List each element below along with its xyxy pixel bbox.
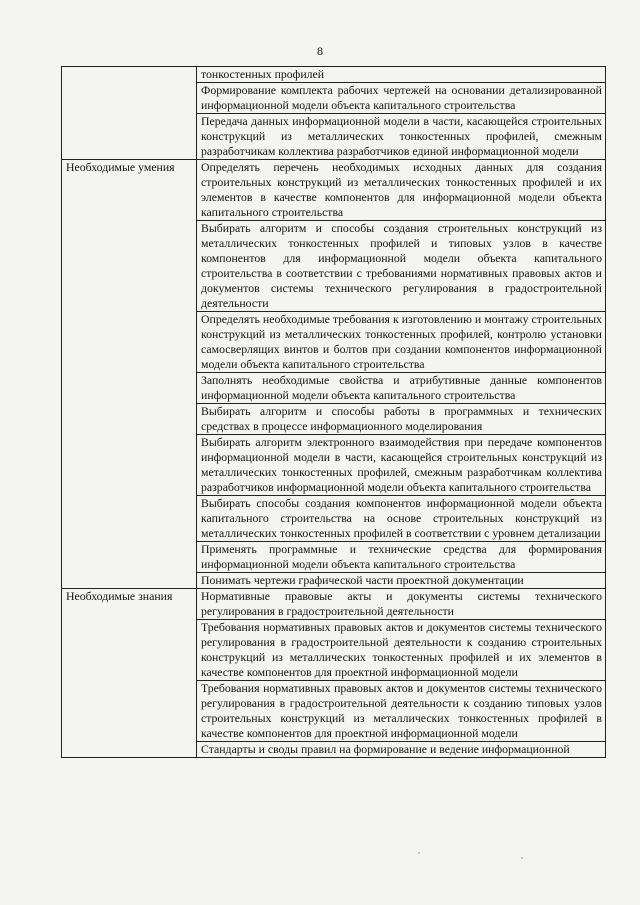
row-text: Выбирать алгоритм электронного взаимодействия при передаче компонентов информационной модели в части, касающейся строительных конструкций из металлических тонкостенных профилей, смежным разработчикам коллектива разработчиков информационной модели объекта капитального строительства [197, 435, 606, 496]
row-text: Определять необходимые требования к изготовлению и монтажу строительных конструкций из металлических тонкостенных профилей, контролю установки самосверлящих винтов и болтов при создании компонентов информационной модели объекта капитального строительства [197, 312, 606, 373]
row-text: Применять программные и технические средства для формирования информационной модели объекта капитального строительства [197, 542, 606, 573]
row-text: Формирование комплекта рабочих чертежей на основании детализированной информационной модели объекта капитального строительства [197, 83, 606, 114]
table-row [62, 589, 606, 620]
row-text: Выбирать способы создания компонентов информационной модели объекта капитального строительства на основе строительных конструкций из металлических тонкостенных профилей в соответствии с уровнем детализации [197, 496, 606, 542]
scan-speck [418, 852, 420, 854]
table-row [62, 67, 606, 83]
row-text: Передача данных информационной модели в части, касающейся строительных конструкций из металлических тонкостенных профилей, смежным разработчикам коллектива разработчиков единой информационной модели [197, 114, 606, 160]
row-text: Стандарты и своды правил на формирование и ведение информационной [197, 742, 606, 758]
page-number: 8 [317, 44, 323, 58]
row-text: Заполнять необходимые свойства и атрибутивные данные компонентов информационной модели объекта капитального строительства [197, 373, 606, 404]
row-text: Выбирать алгоритм и способы работы в программных и технических средствах в процессе информационного моделирования [197, 404, 606, 435]
section-label-knowledge: Необходимые знания [62, 589, 197, 758]
row-text: Выбирать алгоритм и способы создания строительных конструкций из металлических тонкостенных профилей и типовых узлов в качестве компонентов для информационной модели объекта капитального строительства в соответствии с требованиями нормативных правовых актов и документов системы технического регулирования в градостроительной деятельности [197, 221, 606, 312]
row-label [62, 67, 197, 160]
row-text: Понимать чертежи графической части проектной документации [197, 573, 606, 589]
row-text: Нормативные правовые акты и документы системы технического регулирования в градостроительной деятельности [197, 589, 606, 620]
requirements-table [61, 66, 606, 758]
row-text: Требования нормативных правовых актов и документов системы технического регулирования в градостроительной деятельности к созданию типовых узлов строительных конструкций из металлических тонкостенных профилей в качестве компонентов для проектной информационной модели [197, 681, 606, 742]
section-label-skills: Необходимые умения [62, 160, 197, 589]
row-text: Определять перечень необходимых исходных данных для создания строительных конструкций из металлических тонкостенных профилей и их элементов в качестве компонентов для информационной модели объекта капитального строительства [197, 160, 606, 221]
row-text: Требования нормативных правовых актов и документов системы технического регулирования в градостроительной деятельности к созданию строительных конструкций из металлических тонкостенных профилей и их элементов в качестве компонентов для проектной информационной модели [197, 620, 606, 681]
scan-speck [521, 857, 523, 859]
row-text: тонкостенных профилей [197, 67, 606, 83]
table-row [62, 160, 606, 221]
